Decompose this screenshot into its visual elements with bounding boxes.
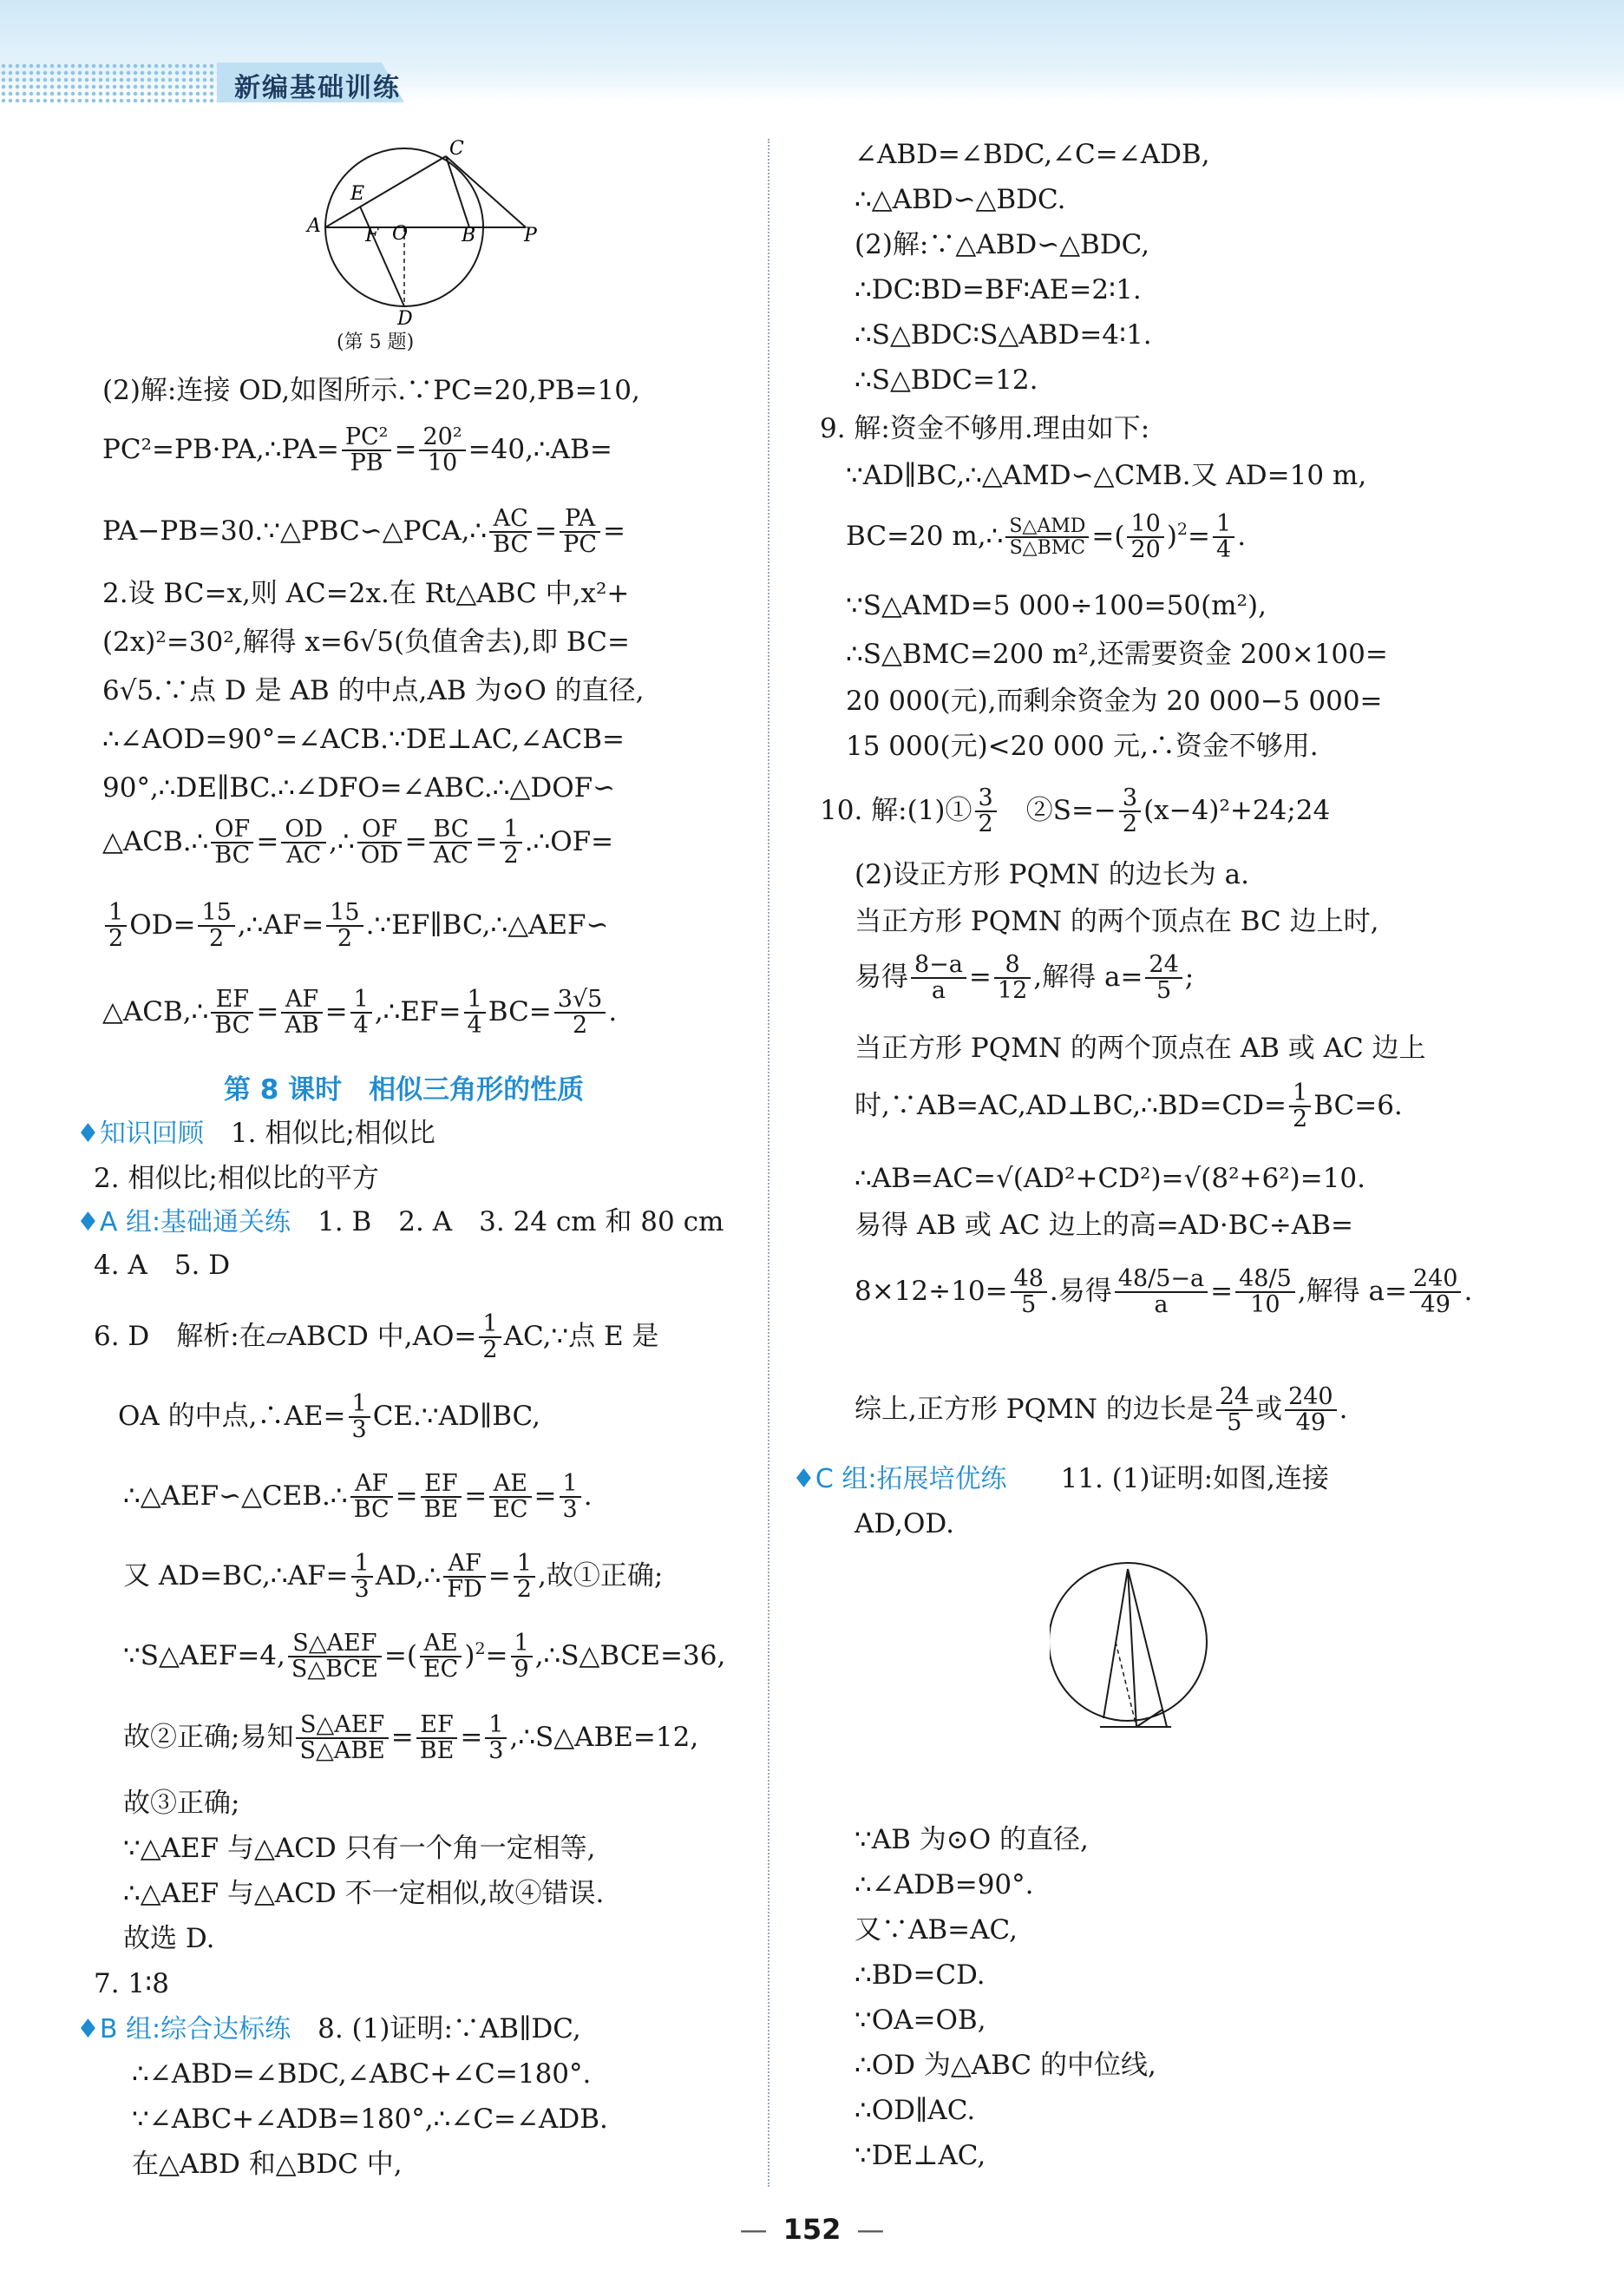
q6-line-2: OA 的中点,∴AE= $\frac{1}{3}$ CE.∵AD∥BC,: [118, 1390, 541, 1444]
q10-line-8: 易得 AB 或 AC 边上的高=AD·BC÷AB=: [855, 1210, 1353, 1241]
q6-line-6: 故②正确;易知 $\frac{\text{S△AEF}}{\text{S△ABE}}$ = $\frac{EF}{BE}$ = $\frac{1}{3}$ ,∴S△ABE=12,: [123, 1711, 699, 1765]
q11-line-8: ∵DE⊥AC,: [855, 2140, 986, 2171]
group-a-answers: ♦A 组:基础通关练 1. B 2. A 3. 24 cm 和 80 cm: [76, 1206, 724, 1237]
q6-line-10: 故选 D.: [123, 1923, 215, 1954]
q11-line-4: ∴BD=CD.: [855, 1959, 986, 1991]
section-label-knowledge: ♦知识回顾: [76, 1119, 204, 1149]
q9-line-4: ∵S△AMD=5 000÷100=50(m²),: [846, 590, 1267, 621]
q10-line-9: 8×12÷10= $\frac{48}{5}$ .易得 $\frac{48/5-a}{a}$ = $\frac{48/5}{10}$ ,解得 a= $\frac{240}{49}$ .: [855, 1265, 1473, 1319]
column-divider: [768, 139, 769, 2187]
q8-right-line-6: ∴S△BDC=12.: [855, 364, 1038, 396]
q8-right-line-4: ∴DC∶BD=BF∶AE=2∶1.: [855, 274, 1142, 305]
fig5-label-b: B: [462, 225, 476, 246]
q11-line-2: ∴∠ADB=90°.: [855, 1869, 1034, 1900]
q8-right-line-2: ∴△ABD∽△BDC.: [855, 184, 1066, 215]
fig5-label-p: P: [524, 225, 537, 246]
section-label-group-c: ♦C 组:拓展培优练: [792, 1464, 1007, 1494]
q6-line-9: ∴△AEF 与△ACD 不一定相似,故④错误.: [123, 1878, 605, 1909]
fig5-label-e: E: [350, 183, 365, 205]
q8-left-line-2: ∵∠ABC+∠ADB=180°,∴∠C=∠ADB.: [132, 2104, 608, 2135]
q5-line-6: 6√5.∵点 D 是 AB 的中点,AB 为⊙O 的直径,: [102, 675, 645, 706]
q6-line-5: ∵S△AEF=4, $\frac{\text{S△AEF}}{\text{S△BCE}}$ =( $\frac{AE}{EC}$ )$^2$= $\frac{1}{9}$ ,∴S△BCE=36,: [123, 1630, 726, 1683]
q11-line-5: ∵OA=OB,: [855, 2005, 986, 2036]
q5-line-4: 2.设 BC=x,则 AC=2x.在 Rt△ABC 中,x²+: [102, 578, 630, 609]
q10-line-3: 当正方形 PQMN 的两个顶点在 BC 边上时,: [855, 906, 1379, 937]
q5-line-3: PA−PB=30.∵△PBC∽△PCA,∴ $\frac{AC}{BC}$ = $\frac{PA}{PC}$ =: [102, 505, 625, 559]
book-title: 新编基础训练: [234, 73, 401, 103]
page-number: — 152 —: [739, 2213, 885, 2246]
q9-line-7: 15 000(元)<20 000 元,∴资金不够用.: [846, 731, 1319, 762]
q8-left-line-1: ∴∠ABD=∠BDC,∠ABC+∠C=180°.: [132, 2058, 592, 2090]
q6-line-4: 又 AD=BC,∴AF= $\frac{1}{3}$ AD,∴ $\frac{AF}{FD}$ = $\frac{1}{2}$ ,故①正确;: [123, 1550, 664, 1604]
q5-line-9: △ACB.∴ $\frac{OF}{BC}$ = $\frac{OD}{AC}$ ,∴ $\frac{OF}{OD}$ = $\frac{BC}{AC}$ = $\frac{1}{2}$ .∴OF=: [102, 816, 614, 870]
figure-5-caption: (第 5 题): [337, 331, 415, 353]
knowledge-review: ♦知识回顾 1. 相似比;相似比: [76, 1118, 435, 1149]
knowledge-answer-2: 2. 相似比;相似比的平方: [94, 1163, 379, 1194]
group-a-answers-2: 4. A 5. D: [94, 1250, 231, 1281]
q11-line-1: ∵AB 为⊙O 的直径,: [855, 1824, 1089, 1855]
q11-line-6: ∴OD 为△ABC 的中位线,: [855, 2050, 1156, 2081]
q8-right-line-1: ∠ABD=∠BDC,∠C=∠ADB,: [855, 139, 1210, 170]
q10-line-5: 当正方形 PQMN 的两个顶点在 AB 或 AC 边上: [855, 1033, 1426, 1064]
figure-5: [300, 130, 665, 347]
q6-line-8: ∵△AEF 与△ACD 只有一个角一定相等,: [123, 1833, 596, 1864]
q9-line-2: ∵AD∥BC,∴△AMD∽△CMB.又 AD=10 m,: [846, 460, 1367, 491]
q10-line-4: 易得 $\frac{8-a}{a}$ = $\frac{8}{12}$ ,解得 a= $\frac{24}{5}$ ;: [855, 951, 1195, 1005]
section-label-group-b: ♦B 组:综合达标练: [76, 2014, 291, 2044]
fig5-label-f: F: [365, 225, 379, 246]
q11-intro-line-2: AD,OD.: [855, 1508, 955, 1539]
q9-line-3: BC=20 m,∴ $\frac{\text{S△AMD}}{\text{S△BMC}}$ =( $\frac{10}{20}$ )$^2$= $\frac{1}{4}$ .: [846, 510, 1247, 564]
q7-answer: 7. 1∶8: [94, 1968, 169, 1999]
fig5-label-a: A: [307, 215, 321, 237]
q5-line-7: ∴∠AOD=90°=∠ACB.∵DE⊥AC,∠ACB=: [102, 724, 625, 755]
fig5-label-o: O: [392, 223, 409, 245]
section-label-group-a: ♦A 组:基础通关练: [76, 1207, 291, 1237]
figure-11: [1050, 1553, 1258, 1753]
q5-line-1: (2)解:连接 OD,如图所示.∵PC=20,PB=10,: [102, 375, 640, 406]
q8-right-line-3: (2)解:∵△ABD∽△BDC,: [855, 229, 1150, 260]
q5-line-8: 90°,∴DE∥BC.∴∠DFO=∠ABC.∴△DOF∽: [102, 772, 616, 804]
q5-line-11: △ACB,∴ $\frac{EF}{BC}$ = $\frac{AF}{AB}$ = $\frac{1}{4}$ ,∴EF= $\frac{1}{4}$ BC= $\frac{3√5}{2}$ .: [102, 986, 618, 1040]
q9-line-1: 9. 解:资金不够用.理由如下:: [820, 413, 1150, 444]
q11-line-7: ∴OD∥AC.: [855, 2095, 976, 2126]
q6-line-7: 故③正确;: [123, 1788, 240, 1819]
q9-line-5: ∴S△BMC=200 m²,还需要资金 200×100=: [846, 639, 1388, 670]
q10-line-7: ∴AB=AC=√(AD²+CD²)=√(8²+6²)=10.: [855, 1163, 1365, 1194]
q5-line-2: PC²=PB·PA,∴PA= $\frac{\text{PC²}}{PB}$ = $\frac{\text{20²}}{10}$ =40,∴AB=: [102, 423, 612, 477]
q5-line-5: (2x)²=30²,解得 x=6√5(负值舍去),即 BC=: [102, 627, 630, 658]
fig5-label-d: D: [397, 308, 413, 330]
q10-line-6: 时,∵AB=AC,AD⊥BC,∴BD=CD= $\frac{1}{2}$ BC=6.: [855, 1080, 1403, 1133]
fig5-label-c: C: [449, 138, 464, 160]
header-dot-pattern: [0, 62, 226, 102]
q6-line-3: ∴△AEF∽△CEB.∴ $\frac{AF}{BC}$ = $\frac{EF}{BE}$ = $\frac{AE}{EC}$ = $\frac{1}{3}$ .: [123, 1470, 593, 1524]
group-b-heading: ♦B 组:综合达标练 8. (1)证明:∵AB∥DC,: [76, 2013, 581, 2044]
lesson-title: 第 8 课时 相似三角形的性质: [224, 1074, 585, 1106]
q8-left-line-3: 在△ABD 和△BDC 中,: [132, 2149, 403, 2180]
group-c-heading: ♦C 组:拓展培优练 11. (1)证明:如图,连接: [792, 1463, 1329, 1494]
q10-line-2: (2)设正方形 PQMN 的边长为 a.: [855, 859, 1249, 890]
q5-line-10: $\frac{1}{2}$ OD= $\frac{15}{2}$ ,∴AF= $\frac{15}{2}$ .∵EF∥BC,∴△AEF∽: [102, 901, 609, 952]
q9-line-6: 20 000(元),而剩余资金为 20 000−5 000=: [846, 686, 1383, 717]
q11-line-3: 又∵AB=AC,: [855, 1914, 1018, 1946]
q10-line-10: 综上,正方形 PQMN 的边长是 $\frac{24}{5}$ 或 $\frac{240}{49}$ .: [855, 1383, 1348, 1437]
q6-line-1: 6. D 解析:在▱ABCD 中,AO= $\frac{1}{2}$ AC,∵点 E 是: [94, 1310, 659, 1364]
q10-line-1: 10. 解:(1)① $\frac{3}{2}$ ②S=− $\frac{3}{2}$ (x−4)²+24;24: [820, 784, 1331, 838]
q8-right-line-5: ∴S△BDC∶S△ABD=4∶1.: [855, 319, 1152, 351]
